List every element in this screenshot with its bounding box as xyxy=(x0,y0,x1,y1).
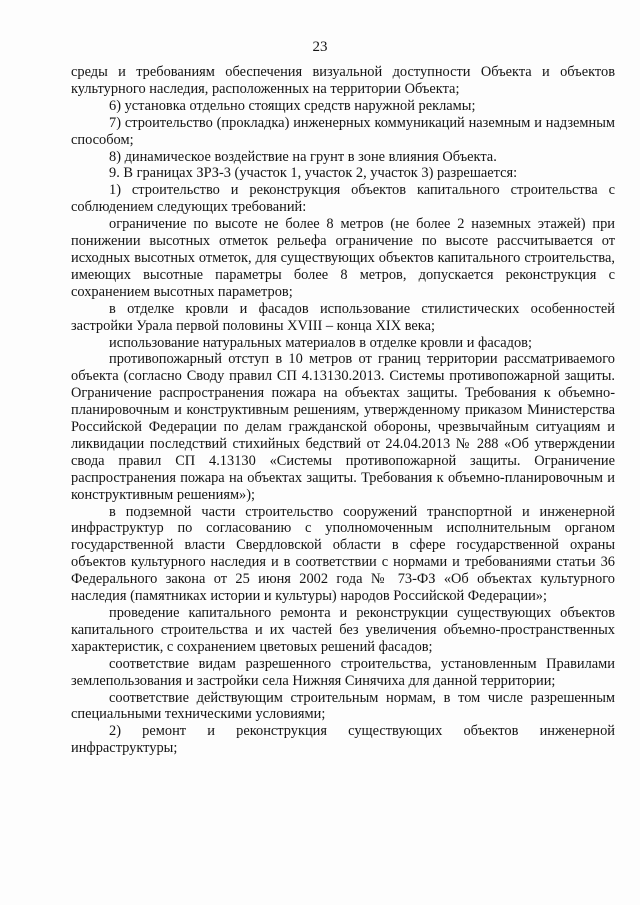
paragraph: использование натуральных материалов в отделке кровли и фасадов; xyxy=(109,334,532,351)
paragraph: соответствие действующим строительным нормам, в том числе разрешенным специальными техническими условиями; xyxy=(71,689,615,723)
paragraph: 9. В границах ЗРЗ-3 (участок 1, участок 2, участок 3) разрешается: xyxy=(109,165,518,182)
paragraph: ограничение по высоте не более 8 метров (не более 2 наземных этажей) при понижении высотных отметок рельефа ограничение по высоте рассчитывается от исходных высотных отметок, для существующих объектов капитального строительства, имеющих высотные параметры более 8 метров, допускается реконструкция с сохранением высотных параметров; xyxy=(71,216,615,300)
paragraph: противопожарный отступ в 10 метров от границ территории рассматриваемого объекта (согласно Своду правил СП 4.13130.2013. Системы противопожарной защиты. Ограничение распространения пожара на объектах защиты. Требования к объемно-планировочным и конструктивным решениям, утвержденному приказом Министерства Российской Федерации по делам гражданской обороны, чрезвычайным ситуациям и ликвидации последствий стихийных бедствий от 24.04.2013 № 288 «Об утверждении свода правил СП 4.13130 «Системы противопожарной защиты. Ограничение распространения пожара на объектах защиты. Требования к объемно-планировочным и конструктивным решениям»); xyxy=(71,351,615,503)
page-number: 23 xyxy=(312,39,328,55)
paragraph: 1) строительство и реконструкция объектов капитального строительства с соблюдением следующих требований: xyxy=(71,182,615,216)
document-body xyxy=(71,64,615,757)
paragraph: 7) строительство (прокладка) инженерных коммуникаций наземным и надземным способом; xyxy=(71,114,615,148)
paragraph: 2) ремонт и реконструкция существующих объектов инженерной инфраструктуры; xyxy=(71,723,615,757)
paragraph: проведение капитального ремонта и реконструкции существующих объектов капитального строительства и их частей без увеличения объемно-пространственных характеристик, с сохранением цветовых решений фасадов; xyxy=(71,605,615,655)
paragraph: 8) динамическое воздействие на грунт в зоне влияния Объекта. xyxy=(109,148,497,165)
paragraph: среды и требованиям обеспечения визуальной доступности Объекта и объектов культурного наследия, расположенных на территории Объекта; xyxy=(71,64,615,97)
paragraph: в отделке кровли и фасадов использование стилистических особенностей застройки Урала первой половины XVIII – конца XIX века; xyxy=(71,300,615,334)
paragraph: соответствие видам разрешенного строительства, установленным Правилами землепользования и застройки села Нижняя Синячиха для данной территории; xyxy=(71,655,615,689)
paragraph: в подземной части строительство сооружений транспортной и инженерной инфраструктур по согласованию с уполномоченным исполнительным органом государственной власти Свердловской области в сфере государственной охраны объектов культурного наследия и в соответствии с нормами и требованиями статьи 36 Федерального закона от 25 июня 2002 года № 73-ФЗ «Об объектах культурного наследия (памятниках истории и культуры) народов Российской Федерации»; xyxy=(71,503,615,605)
paragraph: 6) установка отдельно стоящих средств наружной рекламы; xyxy=(109,97,476,114)
